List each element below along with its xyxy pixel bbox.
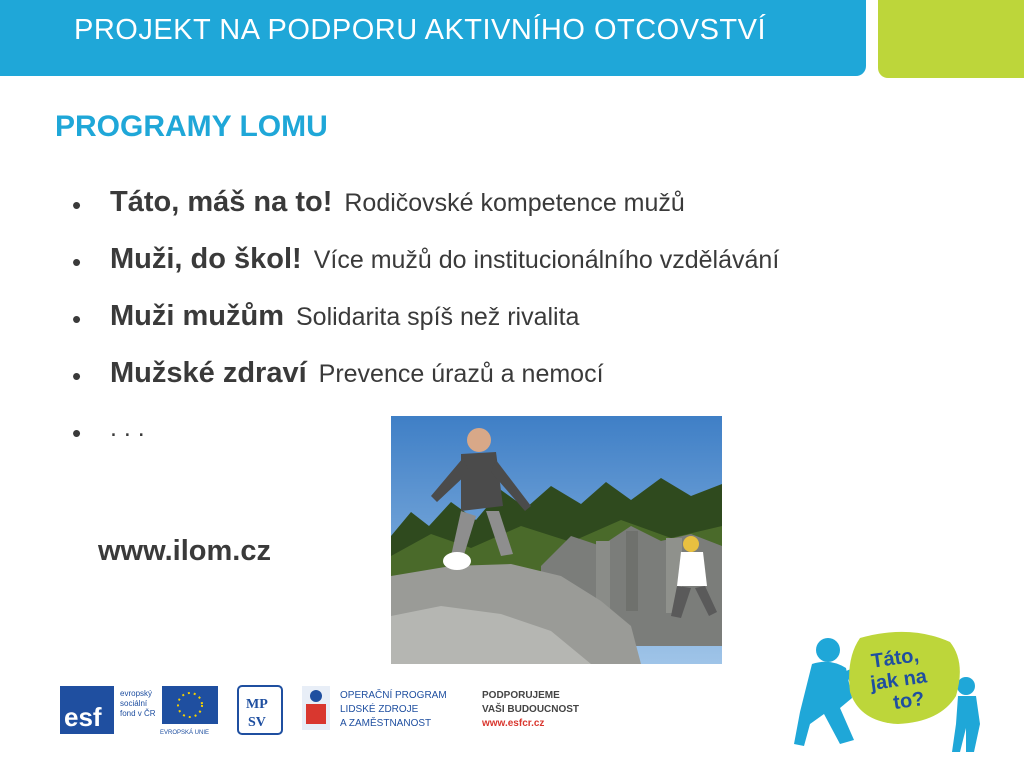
- bullet-item: [72, 300, 779, 357]
- footer-logos: [58, 682, 618, 742]
- bullet-dot: •: [72, 247, 82, 277]
- bullet-description: Solidarita spíš než rivalita: [296, 303, 580, 331]
- logo-line-1: Táto,: [869, 644, 921, 673]
- svg-text:A ZAMĚSTNANOST: A ZAMĚSTNANOST: [340, 718, 432, 729]
- website-link[interactable]: www.ilom.cz: [98, 535, 271, 567]
- header-title: PROJEKT NA PODPORU AKTIVNÍHO OTCOVSTVÍ: [74, 14, 767, 46]
- bullet-item: [72, 243, 779, 300]
- svg-text:MP: MP: [246, 697, 268, 712]
- bullet-item: [72, 357, 779, 414]
- bullet-description: Více mužů do institucionálního vzdělávání: [313, 246, 780, 274]
- bullet-heading: Muži, do škol!: [110, 243, 302, 275]
- eu-flag-logo: [160, 686, 218, 736]
- svg-text:LIDSKÉ ZDROJE: LIDSKÉ ZDROJE: [340, 704, 419, 715]
- logo-line-3: to?: [891, 687, 926, 715]
- svg-text:PODPORUJEME: PODPORUJEME: [482, 690, 560, 701]
- esf-line-3: fond v ČR: [120, 709, 156, 718]
- slide-title: PROGRAMY LOMU: [55, 110, 328, 143]
- esf-logo: [60, 686, 156, 734]
- op-lzz-logo: [302, 686, 447, 730]
- climbing-photo: [391, 416, 722, 664]
- tato-jak-na-to-logo: [790, 628, 990, 758]
- bullet-item: [72, 186, 779, 243]
- bullet-description: Rodičovské kompetence mužů: [344, 189, 685, 217]
- header-accent-block: [878, 0, 1024, 78]
- logo-line-2: jak na: [869, 665, 929, 696]
- bullet-ellipsis: . . .: [110, 414, 145, 442]
- bullet-description: Prevence úrazů a nemocí: [318, 360, 604, 388]
- svg-text:www.esfcr.cz: www.esfcr.cz: [482, 718, 545, 729]
- svg-text:OPERAČNÍ PROGRAM: OPERAČNÍ PROGRAM: [340, 690, 447, 701]
- mpsv-logo: [238, 686, 282, 734]
- svg-text:SV: SV: [248, 715, 266, 730]
- support-logo: [481, 690, 579, 729]
- esf-line-2: sociální: [120, 699, 148, 708]
- bullet-dot: •: [72, 304, 82, 334]
- bullet-heading: Mužské zdraví: [110, 357, 307, 389]
- eu-label: EVROPSKÁ UNIE: [160, 730, 210, 736]
- bullet-dot: •: [72, 418, 82, 448]
- bullet-heading: Táto, máš na to!: [110, 186, 333, 218]
- bullet-dot: •: [72, 361, 82, 391]
- svg-text:VAŠI BUDOUCNOST: VAŠI BUDOUCNOST: [482, 704, 580, 715]
- esf-line-1: evropský: [120, 689, 153, 698]
- bullet-heading: Muži mužům: [110, 300, 284, 332]
- bullet-dot: •: [72, 190, 82, 220]
- header-bar: [0, 0, 866, 76]
- svg-text:esf: esf: [64, 702, 102, 732]
